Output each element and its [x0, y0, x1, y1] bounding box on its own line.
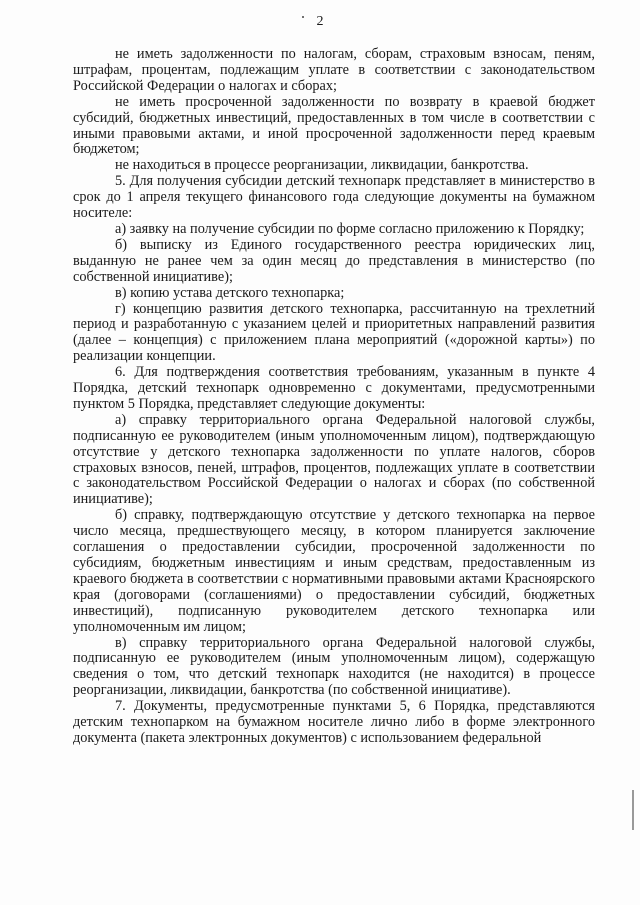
paragraph-no-overdue-debt: не иметь просроченной задолженности по возврату в краевой бюджет субсидий, бюджетных инвестиций, предоставленных в том числе в соответствии с иными правовыми актами, и иной просроченной задолженности перед краевым бюджетом; [73, 93, 595, 158]
document-body [73, 47, 595, 747]
paragraph-no-reorganization: не находиться в процессе реорганизации, ликвидации, банкротства. [115, 157, 529, 174]
paragraph-item-5a: а) заявку на получение субсидии по форме согласно приложению к Порядку; [115, 220, 585, 237]
scan-edge-mark [632, 790, 634, 830]
paragraph-item-5g: г) концепцию развития детского технопарка, рассчитанную на трехлетний период и разработанную с указанием целей и приоритетных направлений развития (далее – концепция) с приложением плана мероприятий («дорожной карты») по реализации концепции. [73, 300, 595, 365]
page-number: 2 [316, 14, 324, 29]
paragraph-item-6a: а) справку территориального органа Федеральной налоговой службы, подписанную ее руководителем (иным уполномоченным лицом), подтверждающую отсутствие у детского технопарка задолженности по уплате налогов, сборов страховых взносов, пеней, штрафов, процентов, подлежащих уплате в соответствии с законодательством Российской Федерации о налогах и сборах (по собственной инициативе); [73, 411, 595, 508]
paragraph-item-5b: б) выписку из Единого государственного реестра юридических лиц, выданную не ранее чем за один месяц до представления в министерство (по собственной инициативе); [73, 236, 595, 285]
paragraph-item-7: 7. Документы, предусмотренные пунктами 5, 6 Порядка, представляются детским технопарком на бумажном носителе лично либо в форме электронного документа (пакета электронных документов) с использованием федеральной [73, 698, 595, 746]
paragraph-item-5: 5. Для получения субсидии детский технопарк представляет в министерство в срок до 1 апреля текущего финансового года следующие документы на бумажном носителе: [73, 173, 595, 222]
paragraph-item-6v: в) справку территориального органа Федеральной налоговой службы, подписанную ее руководителем (иным уполномоченным лицом), содержащую сведения о том, что детский технопарк находится (не находится) в процессе реорганизации, ликвидации, банкротства (по собственной инициативе). [73, 634, 595, 699]
paragraph-item-6b: б) справку, подтверждающую отсутствие у детского технопарка на первое число месяца, предшествующего месяцу, в котором планируется заключение соглашения о предоставлении субсидии, просроченной задолженности по субсидиям, бюджетным инвестициям и иным средствам, предоставленным из краевого бюджета в соответствии с нормативными правовыми актами Красноярского края (договорами (соглашениями) о предоставлении субсидий, бюджетных инвестиций), подписанную руководителем детского технопарка или уполномоченным им лицом; [73, 507, 595, 635]
paragraph-no-tax-debt: не иметь задолженности по налогам, сборам, страховым взносам, пеням, штрафам, процентам, подлежащим уплате в соответствии с законодательством Российской Федерации о налогах и сборах; [73, 46, 595, 94]
paragraph-item-6: 6. Для подтверждения соответствия требованиям, указанным в пункте 4 Порядка, детский технопарк одновременно с документами, предусмотренными пунктом 5 Порядка, представляет следующие документы: [73, 364, 595, 412]
paragraph-item-5v: в) копию устава детского технопарка; [115, 284, 345, 301]
scan-speck [302, 16, 304, 18]
